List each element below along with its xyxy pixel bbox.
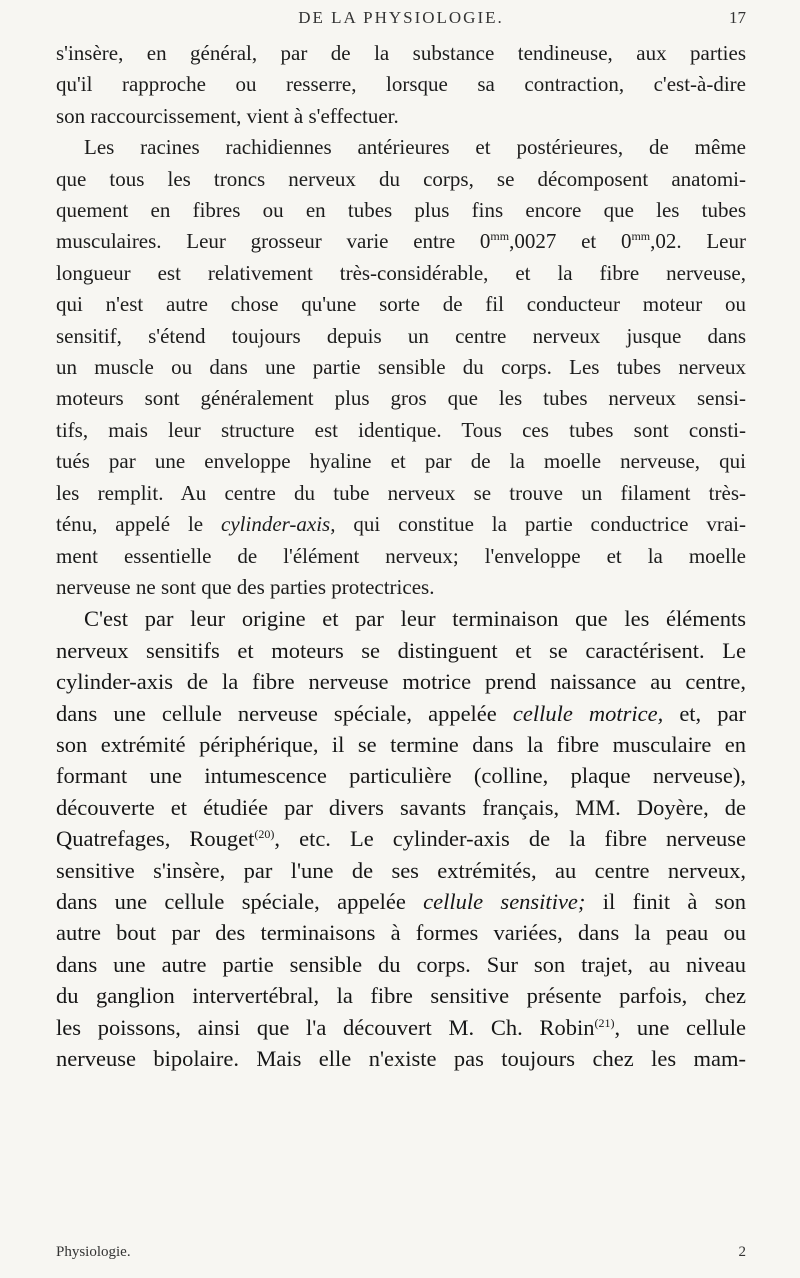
- text-line: son raccourcissement, vient à s'effectuer.: [56, 103, 399, 128]
- text-line: dans une autre partie sensible du corps. Sur son trajet, au niveau: [56, 951, 746, 977]
- text-line: qui n'est autre chose qu'une sorte de fil conducteur moteur ou: [56, 292, 746, 317]
- text-line: s'insère, en général, par de la substance tendineuse, aux parties: [56, 41, 746, 65]
- text-line: que tous les troncs nerveux du corps, se décomposent anatomi-: [56, 166, 746, 191]
- footnote-ref: (20): [254, 827, 275, 842]
- footnote-ref: (21): [594, 1015, 615, 1030]
- text-line: nerveuse bipolaire. Mais elle n'existe pas toujours chez les mam-: [56, 1046, 746, 1071]
- text-line: moteurs sont généralement plus gros que les tubes nerveux sensi-: [56, 386, 746, 411]
- italic-term: cellule motrice,: [512, 700, 664, 726]
- text-run: qui constitue la partie conductrice vrai-: [335, 512, 746, 537]
- text-run: musculaires. Leur grosseur varie entre 0: [56, 229, 491, 254]
- text-run: les poissons, ainsi que l'a découvert M. Ch. Robin: [56, 1014, 595, 1040]
- running-title: DE LA PHYSIOLOGIE.: [298, 8, 504, 27]
- text-line: qu'il rapproche ou resserre, lorsque sa contraction, c'est-à-dire: [56, 72, 746, 97]
- text-line: longueur est relativement très-considérable, et la fibre nerveuse,: [56, 260, 746, 285]
- text-run: , etc. Le cylinder-axis de la fibre nerveuse: [274, 826, 746, 852]
- text-line: [56, 1012, 746, 1043]
- text-run: ténu, appelé le: [56, 512, 222, 537]
- page-number: 17: [729, 8, 746, 27]
- text-line: du ganglion intervertébral, la fibre sensitive présente parfois, chez: [56, 983, 746, 1009]
- text-line: quement en fibres ou en tubes plus fins encore que les tubes: [56, 198, 746, 223]
- text-run: Quatrefages, Rouget: [56, 826, 255, 852]
- text-line: [56, 226, 746, 257]
- text-run: ,0027 et 0: [509, 229, 632, 254]
- text-line: son extrémité périphérique, il se termine dans la fibre musculaire en: [56, 731, 746, 757]
- text-run: et, par: [663, 700, 746, 726]
- text-line: nerveuse ne sont que des parties protectrices.: [56, 574, 435, 599]
- text-line: sensitive s'insère, par l'une de ses extrémités, au centre nerveux,: [56, 857, 746, 883]
- text-line: autre bout par des terminaisons à formes variées, dans la peau ou: [56, 920, 746, 946]
- text-line: [56, 886, 746, 917]
- signature-number: 2: [738, 1244, 746, 1260]
- text-line: ment essentielle de l'élément nerveux; l'enveloppe et la moelle: [56, 543, 746, 568]
- text-line: nerveux sensitifs et moteurs se distinguent et se caractérisent. Le: [56, 637, 746, 663]
- text-run: il finit à son: [585, 888, 746, 914]
- text-line: cylinder-axis de la fibre nerveuse motrice prend naissance au centre,: [56, 669, 746, 695]
- text-line: les remplit. Au centre du tube nerveux se trouve un filament très-: [56, 480, 746, 505]
- text-line: C'est par leur origine et par leur terminaison que les éléments: [84, 606, 746, 632]
- signature-mark: Physiologie.: [56, 1244, 131, 1260]
- unit-superscript: mm: [631, 229, 651, 244]
- page-header: [56, 8, 746, 34]
- italic-term: cellule sensitive;: [423, 888, 586, 914]
- text-line: [56, 823, 746, 854]
- italic-term: cylinder-axis,: [221, 512, 336, 537]
- unit-superscript: mm: [490, 229, 510, 244]
- text-run: dans une cellule spéciale, appelée: [56, 888, 424, 914]
- text-line: [56, 698, 746, 729]
- page-footer: [56, 1244, 746, 1266]
- text-run: dans une cellule nerveuse spéciale, appelée: [56, 700, 513, 726]
- text-line: formant une intumescence particulière (colline, plaque nerveuse),: [56, 763, 746, 789]
- text-line: tifs, mais leur structure est identique. Tous ces tubes sont consti-: [56, 417, 746, 442]
- text-run: , une cellule: [614, 1014, 746, 1040]
- text-run: ,02. Leur: [650, 229, 746, 254]
- text-line: tués par une enveloppe hyaline et par de la moelle nerveuse, qui: [56, 449, 746, 474]
- text-line: sensitif, s'étend toujours depuis un centre nerveux jusque dans: [56, 323, 746, 348]
- text-line: [56, 509, 746, 540]
- text-line: Les racines rachidiennes antérieures et postérieures, de même: [84, 135, 746, 160]
- text-line: un muscle ou dans une partie sensible du corps. Les tubes nerveux: [56, 355, 746, 380]
- text-line: découverte et étudiée par divers savants français, MM. Doyère, de: [56, 794, 746, 820]
- body-text: [56, 38, 746, 1074]
